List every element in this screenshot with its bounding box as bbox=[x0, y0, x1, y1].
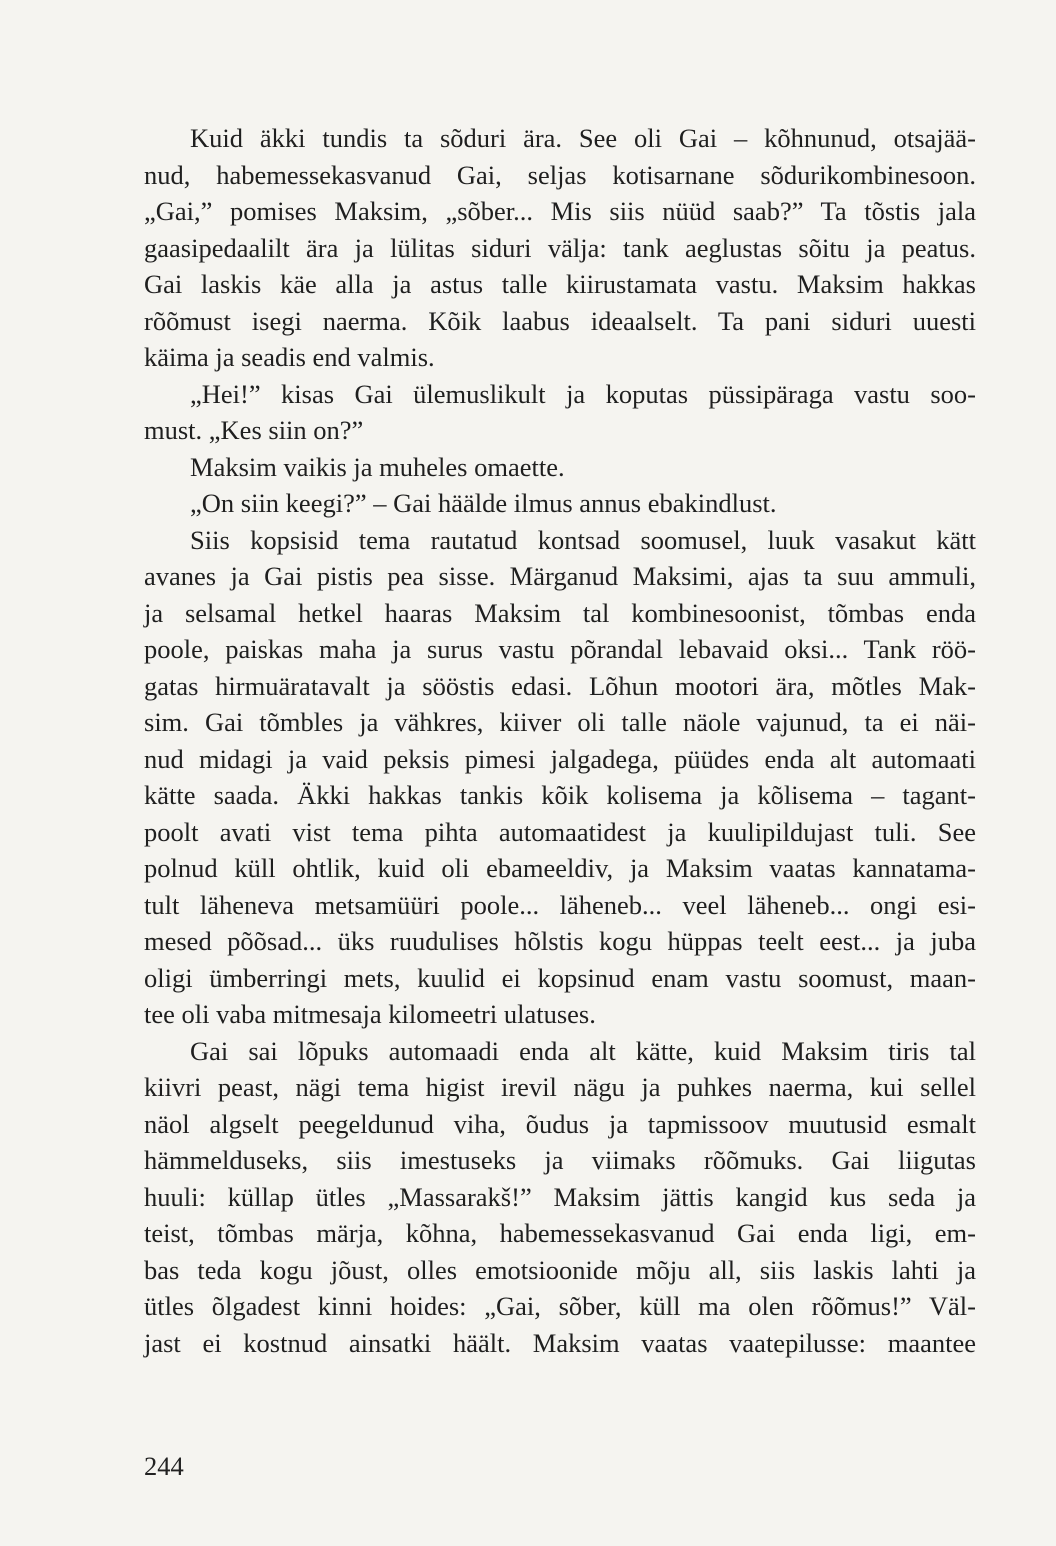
text-line: huuli: küllap ütles „Massarakš!” Maksim jättis kangid kus seda ja bbox=[144, 1181, 976, 1212]
text-line: tult läheneva metsamüüri poole... läheneb... veel läheneb... ongi esi- bbox=[144, 889, 976, 920]
text-line: tee oli vaba mitmesaja kilomeetri ulatuses. bbox=[144, 999, 596, 1029]
text-line: polnud küll ohtlik, kuid oli ebameeldiv, ja Maksim vaatas kannatama- bbox=[144, 853, 976, 883]
text-line: nud midagi ja vaid peksis pimesi jalgadega, püüdes enda alt automaati bbox=[144, 743, 976, 774]
text-line: avanes ja Gai pistis pea sisse. Märganud Maksimi, ajas ta suu ammuli, bbox=[144, 561, 976, 591]
text-line: poole, paiskas maha ja surus vastu põrandal lebavaid oksi... Tank röö- bbox=[144, 634, 976, 664]
page-number: 244 bbox=[144, 1451, 184, 1481]
text-line: ütles õlgadest kinni hoides: „Gai, sõber, küll ma olen rõõmus!” Väl- bbox=[144, 1291, 976, 1321]
text-line: ja selsamal hetkel haaras Maksim tal kombinesoonist, tõmbas enda bbox=[144, 597, 976, 628]
text-line: „On siin keegi?” – Gai häälde ilmus annus ebakindlust. bbox=[190, 488, 777, 518]
text-line: Gai sai lõpuks automaadi enda alt kätte, kuid Maksim tiris tal bbox=[190, 1035, 976, 1066]
text-line: hämmelduseks, siis imestuseks ja viimaks rõõmuks. Gai liigutas bbox=[144, 1145, 976, 1175]
text-line: kiivri peast, nägi tema higist irevil nägu ja puhkes naerma, kui sellel bbox=[144, 1072, 976, 1102]
text-line: gatas hirmuäratavalt ja sööstis edasi. Lõhun mootori ära, mõtles Mak- bbox=[144, 670, 976, 701]
text-line: poolt avati vist tema pihta automaatidest ja kuulipildujast tuli. See bbox=[144, 816, 976, 847]
body-text bbox=[144, 120, 976, 1361]
text-line: nud, habemessekasvanud Gai, seljas kotisarnane sõdurikombinesoon. bbox=[144, 159, 976, 190]
text-line: Siis kopsisid tema rautatud kontsad soomusel, luuk vasakut kätt bbox=[190, 524, 976, 555]
text-line: „Gai,” pomises Maksim, „sõber... Mis siis nüüd saab?” Ta tõstis jala bbox=[144, 196, 976, 226]
text-line: kätte saada. Äkki hakkas tankis kõik kolisema ja kõlisema – tagant- bbox=[144, 780, 976, 810]
text-line: jast ei kostnud ainsatki häält. Maksim vaatas vaatepilusse: maantee bbox=[144, 1327, 976, 1358]
text-line: must. „Kes siin on?” bbox=[144, 415, 364, 445]
text-line: teist, tõmbas märja, kõhna, habemessekasvanud Gai enda ligi, em- bbox=[144, 1218, 976, 1248]
text-line: rõõmust isegi naerma. Kõik laabus ideaalselt. Ta pani siduri uuesti bbox=[144, 305, 976, 336]
text-line: käima ja seadis end valmis. bbox=[144, 342, 435, 372]
text-line: näol algselt peegeldunud viha, õudus ja tapmissoov muutusid esmalt bbox=[144, 1108, 976, 1139]
text-line: Maksim vaikis ja muheles omaette. bbox=[190, 451, 565, 482]
text-line: oligi ümberringi mets, kuulid ei kopsinud enam vastu soomust, maan- bbox=[144, 962, 976, 993]
text-line: bas teda kogu jõust, olles emotsioonide mõju all, siis laskis lahti ja bbox=[144, 1254, 976, 1285]
text-line: Kuid äkki tundis ta sõduri ära. See oli Gai – kõhnunud, otsajää- bbox=[190, 123, 976, 153]
text-line: Gai laskis käe alla ja astus talle kiirustamata vastu. Maksim hakkas bbox=[144, 269, 976, 299]
text-line: mesed põõsad... üks ruudulises hõlstis kogu hüppas teelt eest... ja juba bbox=[144, 926, 976, 956]
text-line: „Hei!” kisas Gai ülemuslikult ja koputas püssipäraga vastu soo- bbox=[190, 378, 976, 409]
text-line: gaasipedaalilt ära ja lülitas siduri välja: tank aeglustas sõitu ja peatus. bbox=[144, 232, 976, 263]
text-line: sim. Gai tõmbles ja vähkres, kiiver oli talle näole vajunud, ta ei näi- bbox=[144, 707, 976, 737]
